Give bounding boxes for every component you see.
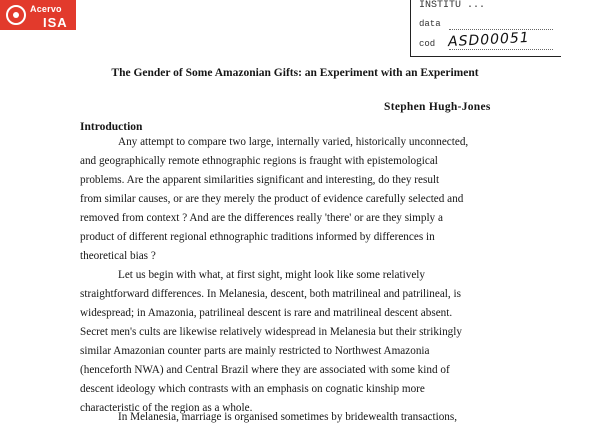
logo-line1: Acervo — [30, 4, 62, 14]
text-line: problems. Are the apparent similarities significant and interesting, do they result — [80, 174, 440, 186]
text-line: Any attempt to compare two large, internally varied, historically unconnected, — [118, 136, 469, 148]
stamp-date-line — [449, 29, 553, 30]
text-line: removed from context ? And are the differences really 'there' or are they simply a — [80, 212, 443, 224]
text-line: widespread; in Amazonia, patrilineal descent is rare and matrilineal descent absent. — [80, 307, 453, 319]
text-line: and geographically remote ethnographic regions is fraught with epistemological — [80, 155, 438, 167]
text-line: Let us begin with what, at first sight, might look like some relatively — [118, 269, 425, 281]
text-line: In Melanesia, marriage is organised sometimes by bridewealth transactions, — [118, 411, 458, 423]
text-line: characteristic of the region as a whole. — [80, 402, 253, 414]
stamp-institution: INSTITU ... — [419, 0, 486, 11]
text-line: product of different regional ethnographic traditions informed by differences in — [80, 231, 435, 243]
text-line: straightforward differences. In Melanesia, descent, both matrilineal and patrilineal, is — [80, 288, 461, 300]
text-line: descent ideology which contrasts with an emphasis on cognatic kinship more — [80, 383, 425, 395]
handwritten-code: ASD00051 — [447, 29, 531, 51]
text-line: from similar causes, or are they merely the product of evidence carefully selected and — [80, 193, 464, 205]
text-line: theoretical bias ? — [80, 250, 156, 262]
text-line: (henceforth NWA) and Central Brazil where they are associated with some kind of — [80, 364, 450, 376]
archive-stamp — [410, 0, 561, 57]
author-name: Stephen Hugh-Jones — [384, 101, 491, 113]
paragraph-3 — [80, 408, 520, 427]
paragraph-2 — [80, 266, 520, 418]
section-heading: Introduction — [80, 121, 143, 133]
stamp-date-label: data — [419, 19, 441, 29]
acervo-isa-logo — [0, 0, 76, 30]
paragraph-1 — [80, 133, 520, 266]
document-title: The Gender of Some Amazonian Gifts: an Experiment with an Experiment — [111, 67, 479, 79]
text-line: Secret men's cults are likewise relatively widespread in Melanesia but their strikingly — [80, 326, 462, 338]
stamp-code-label: cod — [419, 39, 436, 49]
logo-line2: ISA — [43, 15, 68, 30]
text-line: similar Amazonian counter parts are mainly restricted to Northwest Amazonia — [80, 345, 430, 357]
